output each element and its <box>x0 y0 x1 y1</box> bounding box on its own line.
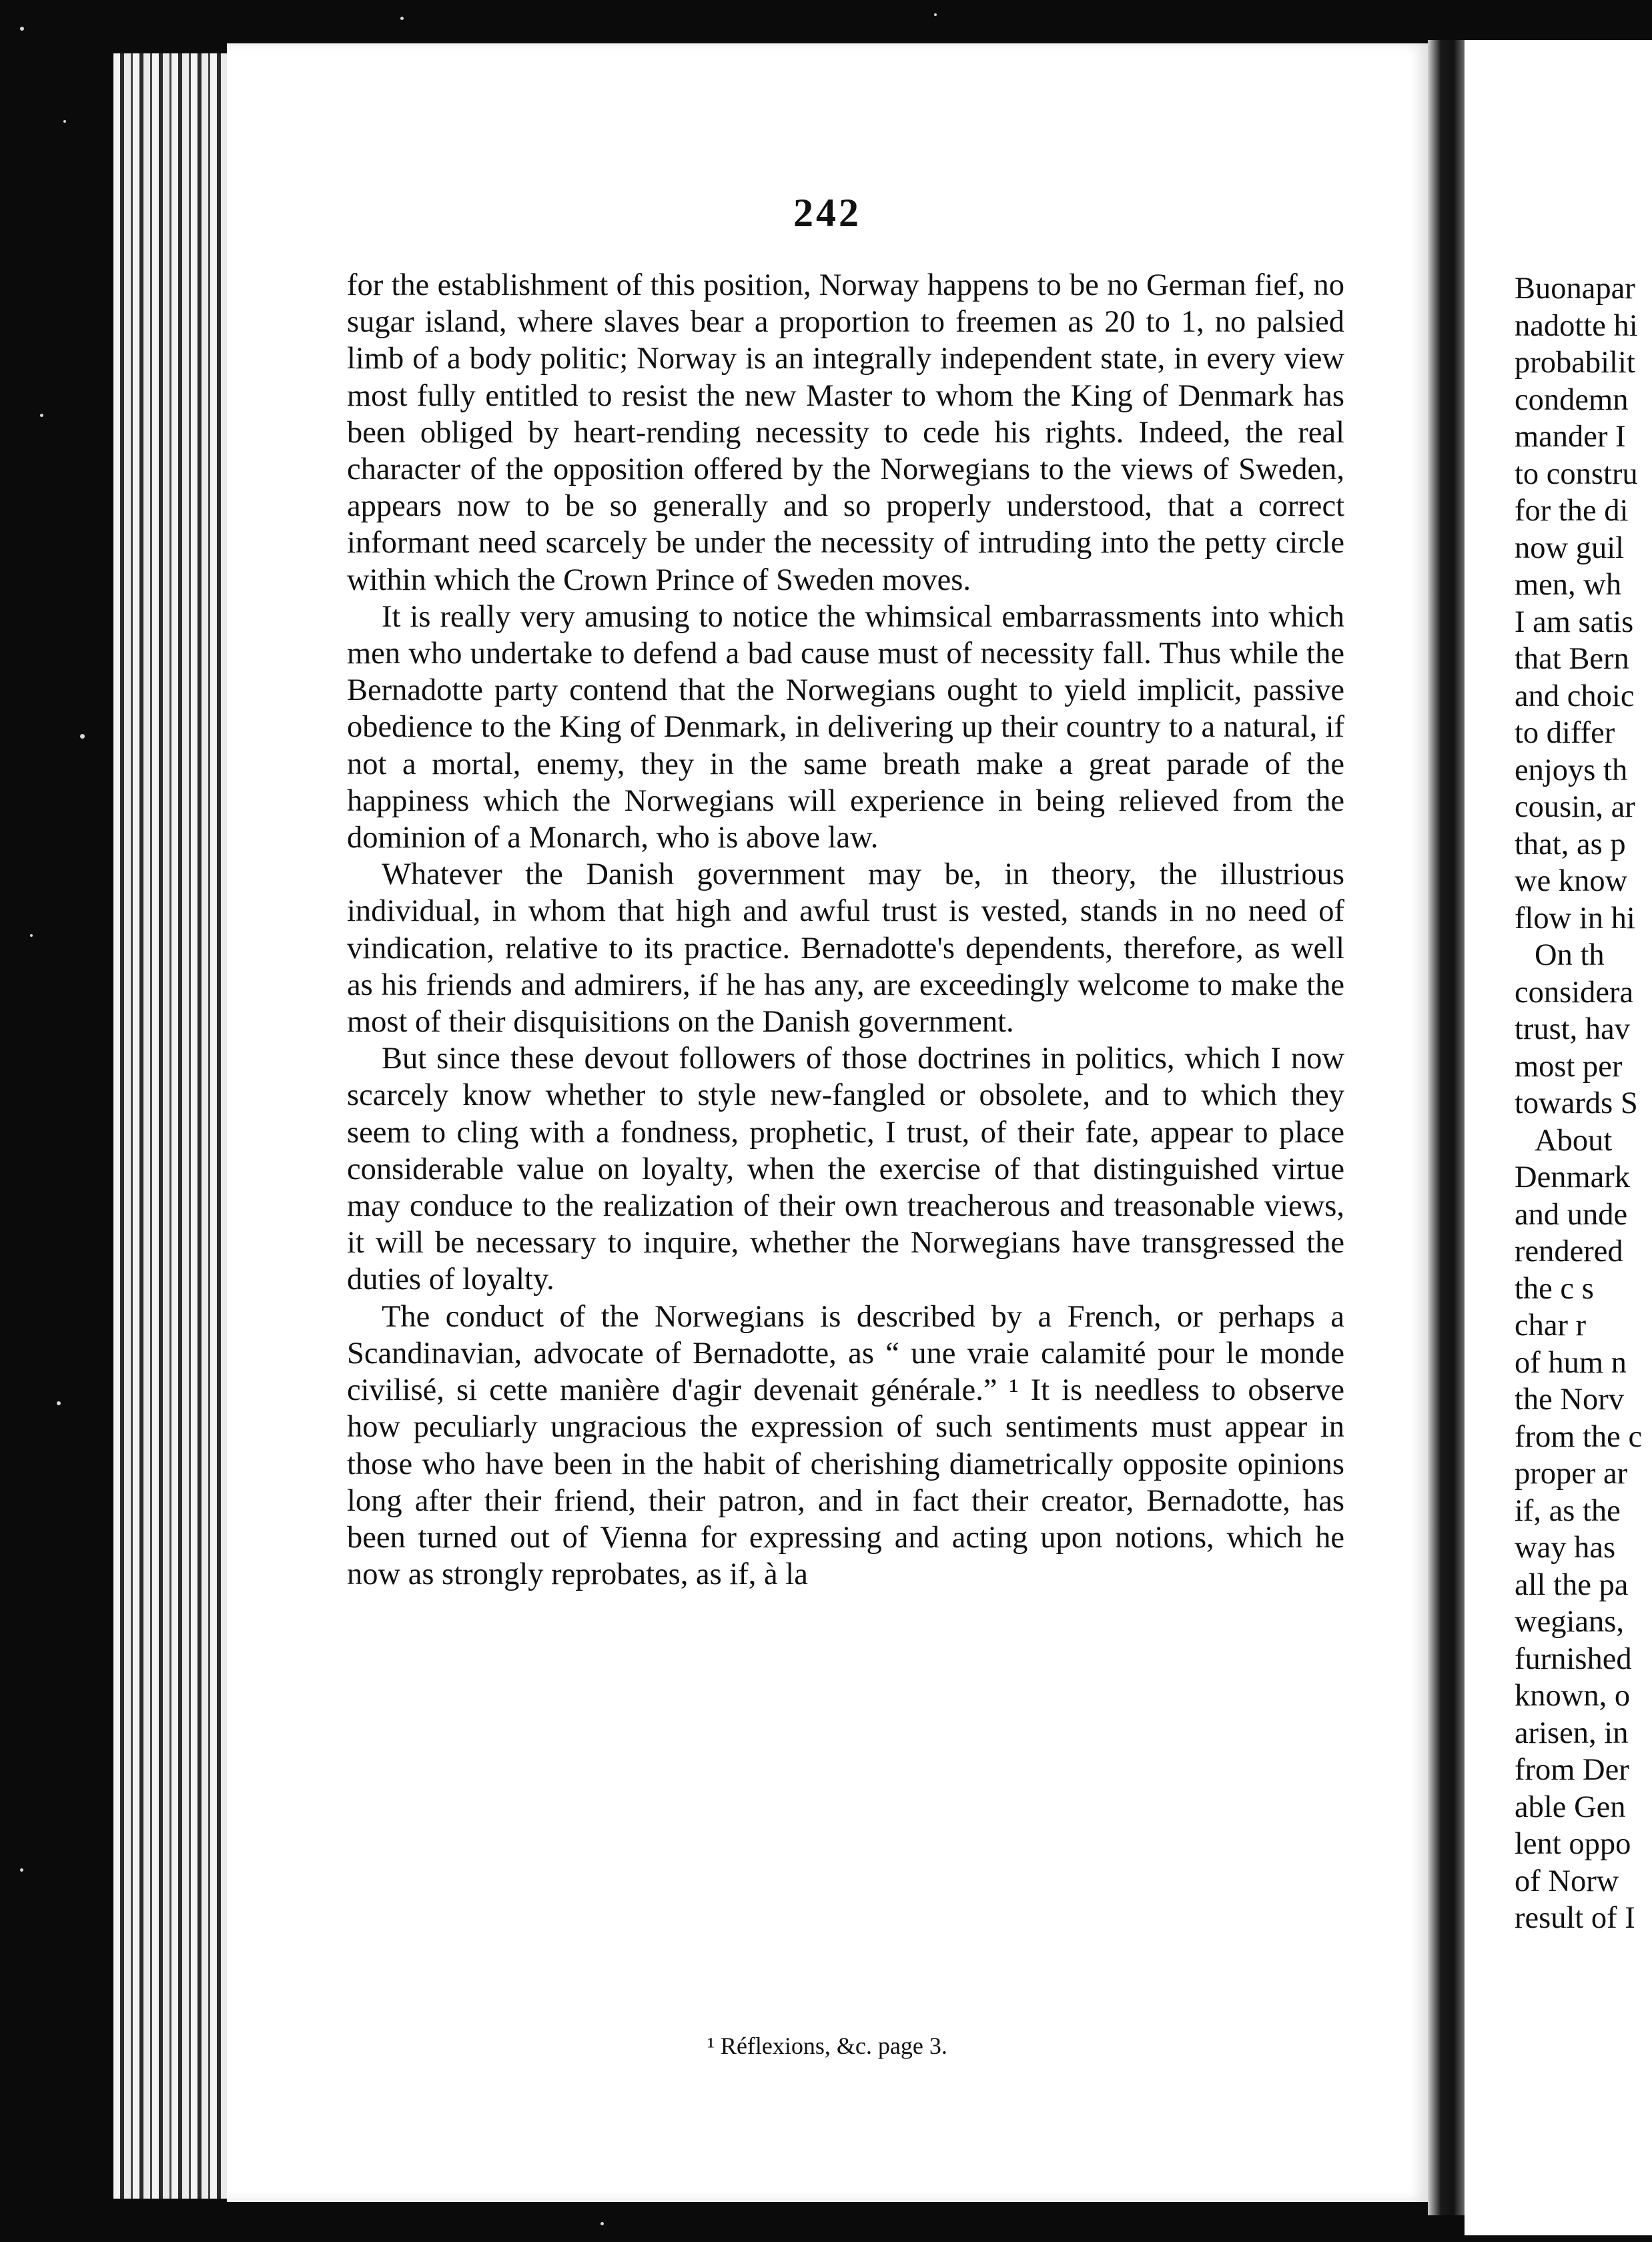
body-text <box>347 267 1344 1593</box>
right-page-line: to differ <box>1515 716 1615 750</box>
right-page-line: char r <box>1515 1309 1587 1343</box>
right-page-line: considera <box>1515 975 1634 1010</box>
right-page-line: and unde <box>1515 1197 1628 1232</box>
right-page-line: from Der <box>1515 1753 1629 1787</box>
right-page-line: that Bern <box>1515 642 1629 676</box>
right-page-line: all the pa <box>1515 1567 1629 1602</box>
right-page-line: and choic <box>1515 679 1635 713</box>
right-page-line: furnished <box>1515 1641 1632 1676</box>
paragraph: But since these devout followers of those doctrines in politics, which I now scarcely know whether to style new-fangled or obsolete, and to which they seem to cling with a fondness, prophetic, I trust, of their fate, appear to place considerable value on loyalty, when the exercise of that distinguished virtue may conduce to the realization of their own treacherous and treasonable views, it will be necessary to inquire, whether the Norwegians have transgressed the duties of loyalty. <box>347 1042 1344 1297</box>
footnote: ¹ Réflexions, &c. page 3. <box>707 2032 947 2059</box>
right-page-line: that, as p <box>1515 827 1626 861</box>
right-page-line: we know <box>1515 864 1628 898</box>
right-page-line: known, o <box>1515 1679 1631 1713</box>
right-page-line: men, wh <box>1515 568 1622 602</box>
page-edge-stack <box>113 53 227 2199</box>
paragraph: Whatever the Danish government may be, in theory, the illustrious individual, in whom that high and awful trust is vested, stands in no need of vindication, relative to its practice. Bernadotte's dependents, therefore, as well as his friends and admirers, if he has any, are exceedingly welcome to make the most of their disquisitions on the Danish government. <box>347 857 1344 1040</box>
right-page-line: About <box>1535 1123 1613 1158</box>
right-page-line: lent oppo <box>1515 1827 1631 1861</box>
right-page-line: proper ar <box>1515 1457 1628 1491</box>
right-page-line: of hum n <box>1515 1345 1627 1380</box>
right-page-line: probabilit <box>1515 346 1635 380</box>
right-page-line: most per <box>1515 1049 1623 1084</box>
paragraph: for the establishment of this position, Norway happens to be no German fief, no sugar island, where slaves bear a proportion to freemen as 20 to 1, no palsied limb of a body politic; Norway is an integrally independent state, in every view most fully entitled to resist the new Master to whom the King of Denmark has been obliged by heart-rending necessity to cede his rights. Indeed, the real character of the opposition offered by the Norwegians to the views of Sweden, appears now to be so generally and so properly understood, that a correct informant need scarcely be under the necessity of intruding into the petty circle within which the Crown Prince of Sweden moves. <box>347 268 1344 597</box>
book-gutter <box>1428 40 1465 2215</box>
right-page-line: enjoys th <box>1515 753 1628 787</box>
dust-speck <box>57 1401 61 1405</box>
right-page-line: now guil <box>1515 530 1625 565</box>
right-page-text <box>1515 270 1652 1937</box>
dust-speck <box>600 2222 604 2225</box>
right-page-line: result of I <box>1515 1901 1635 1935</box>
right-page-line: On th <box>1535 938 1605 972</box>
right-page-line: from the c <box>1515 1419 1643 1454</box>
paragraph: The conduct of the Norwegians is described by a French, or perhaps a Scandinavian, advocate of Bernadotte, as “ une vraie calamité pour le monde civilisé, si cette manière d'agir devenait générale.” ¹ It is needless to observe how peculiarly ungracious the expression of such sentiments must appear in those who have been in the habit of cherishing diametrically opposite opinions long after their friend, their patron, and in fact their creator, Bernadotte, has been turned out of Vienna for expressing and acting upon notions, which he now as strongly reprobates, as if, à la <box>347 1299 1344 1592</box>
right-page-line: towards S <box>1515 1086 1638 1120</box>
right-page-line: to constru <box>1515 456 1638 491</box>
right-page-line: Denmark <box>1515 1160 1631 1194</box>
dust-speck <box>20 27 24 31</box>
right-page-line: way has <box>1515 1531 1616 1565</box>
right-page-line: flow in hi <box>1515 901 1635 936</box>
dust-speck <box>20 1868 23 1872</box>
page-number: 242 <box>793 191 861 235</box>
left-page <box>227 43 1428 2202</box>
right-page-line: mander I <box>1515 420 1626 454</box>
dust-speck <box>30 934 33 937</box>
right-page-line: trust, hav <box>1515 1012 1631 1046</box>
dust-speck <box>63 120 66 123</box>
paragraph: It is really very amusing to notice the whimsical embarrassments into which men who undertake to defend a bad cause must of necessity fall. Thus while the Bernadotte party contend that the Norwegians ought to yield implicit, passive obedience to the King of Denmark, in delivering up their country to a natural, if not a mortal, enemy, they in the same breath make a great parade of the happiness which the Norwegians will experience in being relieved from the dominion of a Monarch, who is above law. <box>347 599 1344 855</box>
right-page-line: rendered <box>1515 1234 1623 1268</box>
right-page-line: wegians, <box>1515 1605 1624 1639</box>
right-page-line: the c s <box>1515 1271 1594 1306</box>
right-page-line: Buonapar <box>1515 272 1635 306</box>
dust-speck <box>80 734 85 739</box>
dust-speck <box>400 17 404 20</box>
right-page-line: nadotte hi <box>1515 308 1638 343</box>
dust-speck <box>934 13 937 16</box>
right-page-line: if, as the <box>1515 1493 1621 1528</box>
dust-speck <box>40 414 43 417</box>
right-page-line: the Norv <box>1515 1383 1624 1417</box>
right-page-line: I am satis <box>1515 605 1634 639</box>
right-page-line: cousin, ar <box>1515 790 1635 824</box>
right-page-line: condemn <box>1515 382 1629 417</box>
right-page-line: of Norw <box>1515 1864 1619 1898</box>
right-page-line: for the di <box>1515 494 1629 528</box>
right-page-line: able Gen <box>1515 1790 1626 1824</box>
right-page-line: arisen, in <box>1515 1716 1629 1750</box>
right-page <box>1465 40 1652 2235</box>
